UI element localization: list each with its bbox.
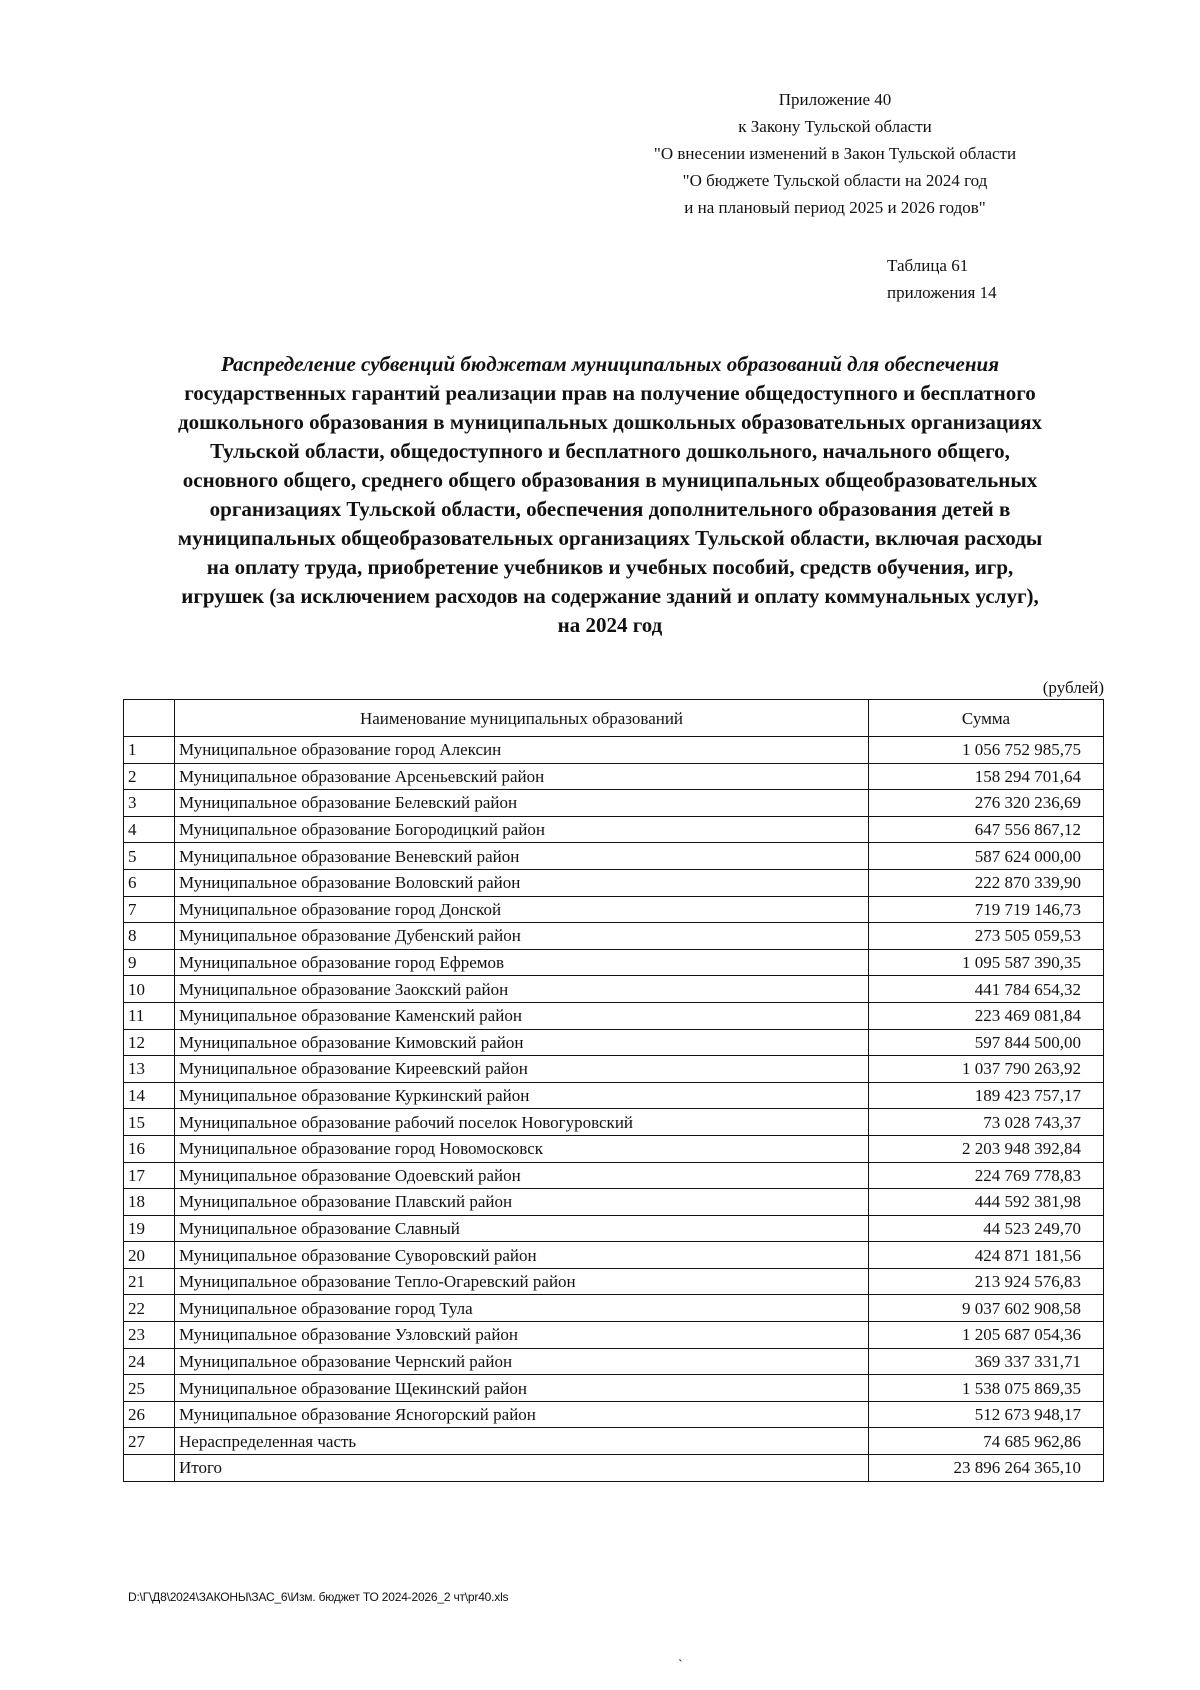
sum-cell: 1 037 790 263,92: [869, 1056, 1104, 1083]
row-number-cell: 8: [124, 923, 175, 950]
sum-cell: 158 294 701,64: [869, 763, 1104, 790]
sum-cell: 2 203 948 392,84: [869, 1135, 1104, 1162]
municipality-name-cell: Муниципальное образование Куркинский район: [175, 1082, 869, 1109]
file-path: D:\Г\Д8\2024\ЗАКОНЫ\ЗАС_6\Изм. бюджет ТО 2024-2026_2 чт\pr40.xls: [128, 1590, 509, 1604]
header-line: Приложение 40: [778, 90, 892, 109]
row-number-cell: 22: [124, 1295, 175, 1322]
table-row: [124, 1401, 1104, 1428]
row-number-cell: 9: [124, 949, 175, 976]
title-line: основного общего, среднего общего образования в муниципальных общеобразовательных: [182, 468, 1038, 492]
sum-cell: 1 056 752 985,75: [869, 737, 1104, 764]
title-line: дошкольного образования в муниципальных дошкольных образовательных организациях: [178, 410, 1042, 434]
municipality-name-cell: Муниципальное образование город Новомосковск: [175, 1135, 869, 1162]
table-row: [124, 1056, 1104, 1083]
municipality-name-cell: Муниципальное образование Веневский район: [175, 843, 869, 870]
sum-cell: 1 095 587 390,35: [869, 949, 1104, 976]
municipality-name-cell: Муниципальное образование Ясногорский район: [175, 1401, 869, 1428]
sum-cell: 1 205 687 054,36: [869, 1322, 1104, 1349]
header-line: "О внесении изменений в Закон Тульской области: [653, 144, 1017, 163]
row-number-cell: 4: [124, 816, 175, 843]
header-sum-cell: Сумма: [869, 700, 1104, 737]
table-row: [124, 1268, 1104, 1295]
table-row: [124, 1002, 1104, 1029]
municipality-name-cell: Нераспределенная часть: [175, 1428, 869, 1455]
table-row: [124, 763, 1104, 790]
title-line: государственных гарантий реализации прав на получение общедоступного и бесплатного: [184, 381, 1036, 405]
title-line: Тульской области, общедоступного и бесплатного дошкольного, начального общего,: [210, 439, 1010, 463]
sum-cell: 441 784 654,32: [869, 976, 1104, 1003]
header-name-cell: Наименование муниципальных образований: [175, 700, 869, 737]
municipality-name-cell: Муниципальное образование Киреевский район: [175, 1056, 869, 1083]
municipality-name-cell: Муниципальное образование город Ефремов: [175, 949, 869, 976]
row-number-cell: 5: [124, 843, 175, 870]
row-number-cell: 15: [124, 1109, 175, 1136]
sum-cell: 213 924 576,83: [869, 1268, 1104, 1295]
table-header-row: [124, 700, 1104, 737]
sum-cell: 73 028 743,37: [869, 1109, 1104, 1136]
municipality-name-cell: Муниципальное образование Чернский район: [175, 1348, 869, 1375]
table-row: [124, 1029, 1104, 1056]
municipality-name-cell: Муниципальное образование Белевский район: [175, 790, 869, 817]
table-row: [124, 976, 1104, 1003]
row-number-cell: 20: [124, 1242, 175, 1269]
header-line: "О бюджете Тульской области на 2024 год: [682, 171, 988, 190]
table-row: [124, 923, 1104, 950]
appendix-header: [600, 86, 1070, 221]
header-line: к Закону Тульской области: [738, 117, 932, 136]
table-row: [124, 1322, 1104, 1349]
table-row: [124, 1348, 1104, 1375]
table-row: [124, 1135, 1104, 1162]
title-line: организациях Тульской области, обеспечения дополнительного образования детей в: [209, 497, 1011, 521]
table-row: [124, 949, 1104, 976]
table-row: [124, 1242, 1104, 1269]
row-number-cell: 14: [124, 1082, 175, 1109]
table-row: [124, 1215, 1104, 1242]
table-row: [124, 869, 1104, 896]
table-row: [124, 1082, 1104, 1109]
row-number-cell: 23: [124, 1322, 175, 1349]
units-label: (рублей): [1042, 678, 1104, 697]
table-row: [124, 1428, 1104, 1455]
municipality-name-cell: Муниципальное образование Суворовский район: [175, 1242, 869, 1269]
table-reference: [887, 252, 1087, 306]
municipality-name-cell: Муниципальное образование рабочий поселок Новогуровский: [175, 1109, 869, 1136]
row-number-cell: 19: [124, 1215, 175, 1242]
sum-cell: 444 592 381,98: [869, 1189, 1104, 1216]
municipality-name-cell: Муниципальное образование Славный: [175, 1215, 869, 1242]
row-number-cell: 2: [124, 763, 175, 790]
table-row: [124, 737, 1104, 764]
row-number-cell: 18: [124, 1189, 175, 1216]
sum-cell: 273 505 059,53: [869, 923, 1104, 950]
municipality-name-cell: Муниципальное образование Воловский район: [175, 869, 869, 896]
title-line: на 2024 год: [557, 613, 663, 637]
municipality-name-cell: Муниципальное образование Щекинский район: [175, 1375, 869, 1402]
title-line: муниципальных общеобразовательных организациях Тульской области, включая расходы: [177, 526, 1043, 550]
row-number-cell: 16: [124, 1135, 175, 1162]
sum-cell: 719 719 146,73: [869, 896, 1104, 923]
sum-cell: 512 673 948,17: [869, 1401, 1104, 1428]
sum-cell: 276 320 236,69: [869, 790, 1104, 817]
document-title: [120, 350, 1100, 640]
sum-cell: 224 769 778,83: [869, 1162, 1104, 1189]
row-number-cell: 1: [124, 737, 175, 764]
sum-cell: 647 556 867,12: [869, 816, 1104, 843]
row-number-cell: 27: [124, 1428, 175, 1455]
row-number-cell: 7: [124, 896, 175, 923]
row-number-cell: 24: [124, 1348, 175, 1375]
sum-cell: 369 337 331,71: [869, 1348, 1104, 1375]
sum-cell: 189 423 757,17: [869, 1082, 1104, 1109]
row-number-cell: 21: [124, 1268, 175, 1295]
table-row: [124, 816, 1104, 843]
sum-cell: 74 685 962,86: [869, 1428, 1104, 1455]
municipality-name-cell: Муниципальное образование Дубенский район: [175, 923, 869, 950]
table-row: [124, 1162, 1104, 1189]
municipality-name-cell: Муниципальное образование Каменский район: [175, 1002, 869, 1029]
subsidy-table: [123, 699, 1104, 1482]
table-row: [124, 1189, 1104, 1216]
table-number: Таблица 61: [887, 256, 969, 275]
municipality-name-cell: Муниципальное образование город Алексин: [175, 737, 869, 764]
row-number-cell: 10: [124, 976, 175, 1003]
sum-cell: 222 870 339,90: [869, 869, 1104, 896]
total-sum-cell: 23 896 264 365,10: [869, 1455, 1104, 1482]
municipality-name-cell: Муниципальное образование Тепло-Огаревский район: [175, 1268, 869, 1295]
municipality-name-cell: Муниципальное образование Узловский район: [175, 1322, 869, 1349]
row-number-cell: 11: [124, 1002, 175, 1029]
municipality-name-cell: Муниципальное образование Заокский район: [175, 976, 869, 1003]
title-line: на оплату труда, приобретение учебников и учебных пособий, средств обучения, игр,: [206, 555, 1014, 579]
row-number-cell: 13: [124, 1056, 175, 1083]
table-row: [124, 1295, 1104, 1322]
row-number-cell: 26: [124, 1401, 175, 1428]
title-line: Распределение субвенций бюджетам муниципальных образований для обеспечения: [220, 352, 1000, 376]
table-row: [124, 896, 1104, 923]
sum-cell: 424 871 181,56: [869, 1242, 1104, 1269]
municipality-name-cell: Муниципальное образование Плавский район: [175, 1189, 869, 1216]
header-line: и на плановый период 2025 и 2026 годов": [684, 198, 986, 217]
stray-mark: `: [678, 1658, 683, 1673]
sum-cell: 587 624 000,00: [869, 843, 1104, 870]
row-number-cell: 12: [124, 1029, 175, 1056]
municipality-name-cell: Муниципальное образование Богородицкий район: [175, 816, 869, 843]
title-line: игрушек (за исключением расходов на содержание зданий и оплату коммунальных услуг),: [181, 584, 1039, 608]
table-row: [124, 790, 1104, 817]
sum-cell: 223 469 081,84: [869, 1002, 1104, 1029]
total-number-cell: [124, 1455, 175, 1482]
total-label-cell: Итого: [175, 1455, 869, 1482]
table-row: [124, 1109, 1104, 1136]
municipality-name-cell: Муниципальное образование Одоевский район: [175, 1162, 869, 1189]
header-number-cell: [124, 700, 175, 737]
sum-cell: 9 037 602 908,58: [869, 1295, 1104, 1322]
row-number-cell: 25: [124, 1375, 175, 1402]
municipality-name-cell: Муниципальное образование город Тула: [175, 1295, 869, 1322]
appendix-number: приложения 14: [887, 283, 997, 302]
municipality-name-cell: Муниципальное образование Кимовский район: [175, 1029, 869, 1056]
sum-cell: 1 538 075 869,35: [869, 1375, 1104, 1402]
table-row: [124, 1375, 1104, 1402]
sum-cell: 44 523 249,70: [869, 1215, 1104, 1242]
sum-cell: 597 844 500,00: [869, 1029, 1104, 1056]
table-row: [124, 843, 1104, 870]
municipality-name-cell: Муниципальное образование Арсеньевский район: [175, 763, 869, 790]
row-number-cell: 3: [124, 790, 175, 817]
row-number-cell: 6: [124, 869, 175, 896]
municipality-name-cell: Муниципальное образование город Донской: [175, 896, 869, 923]
row-number-cell: 17: [124, 1162, 175, 1189]
total-row: [124, 1455, 1104, 1482]
